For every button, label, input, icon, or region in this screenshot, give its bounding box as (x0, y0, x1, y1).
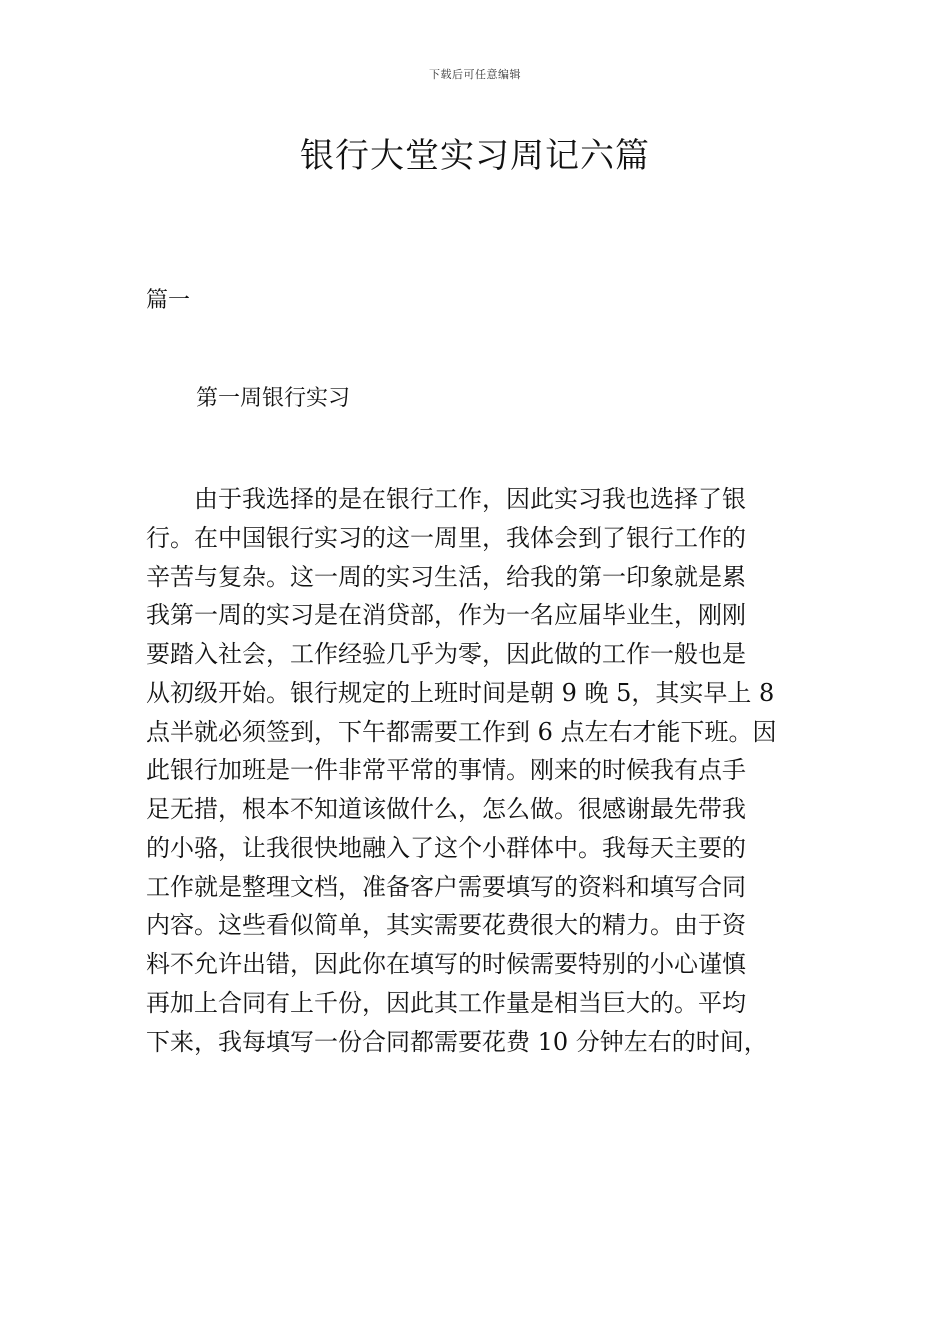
document-title: 银行大堂实习周记六篇 (300, 136, 650, 176)
body-line: 足无措，根本不知道该做什么，怎么做。很感谢最先带我 (146, 795, 746, 823)
body-line: 要踏入社会，工作经验几乎为零，因此做的工作一般也是 (146, 640, 746, 668)
body-line: 我第一周的实习是在消贷部，作为一名应届毕业生，刚刚 (146, 601, 746, 630)
body-line: 此银行加班是一件非常平常的事情。刚来的时候我有点手 (146, 756, 746, 785)
subheading: 第一周银行实习 (196, 386, 351, 411)
body-line: 由于我选择的是在银行工作，因此实习我也选择了银 (146, 485, 746, 513)
body-line: 从初级开始。银行规定的上班时间是朝 9 晚 5，其实早上 8 (146, 678, 775, 707)
body-line: 行。在中国银行实习的这一周里，我体会到了银行工作的 (146, 523, 746, 552)
section-label: 篇一 (146, 288, 191, 313)
body-line: 内容。这些看似简单，其实需要花费很大的精力。由于资 (146, 911, 746, 940)
body-line: 下来，我每填写一份合同都需要花费 10 分钟左右的时间， (146, 1027, 768, 1056)
body-line: 点半就必须签到，下午都需要工作到 6 点左右才能下班。因 (146, 717, 777, 746)
body-line: 工作就是整理文档，准备客户需要填写的资料和填写合同 (146, 872, 746, 901)
body-line: 辛苦与复杂。这一周的实习生活，给我的第一印象就是累 (146, 562, 746, 591)
body-text (146, 480, 806, 1061)
header-note: 下载后可任意编辑 (429, 68, 521, 81)
body-line: 的小骆，让我很快地融入了这个小群体中。我每天主要的 (146, 833, 746, 862)
body-line: 再加上合同有上千份，因此其工作量是相当巨大的。平均 (146, 988, 746, 1017)
body-line: 料不允许出错，因此你在填写的时候需要特别的小心谨慎 (146, 950, 746, 978)
